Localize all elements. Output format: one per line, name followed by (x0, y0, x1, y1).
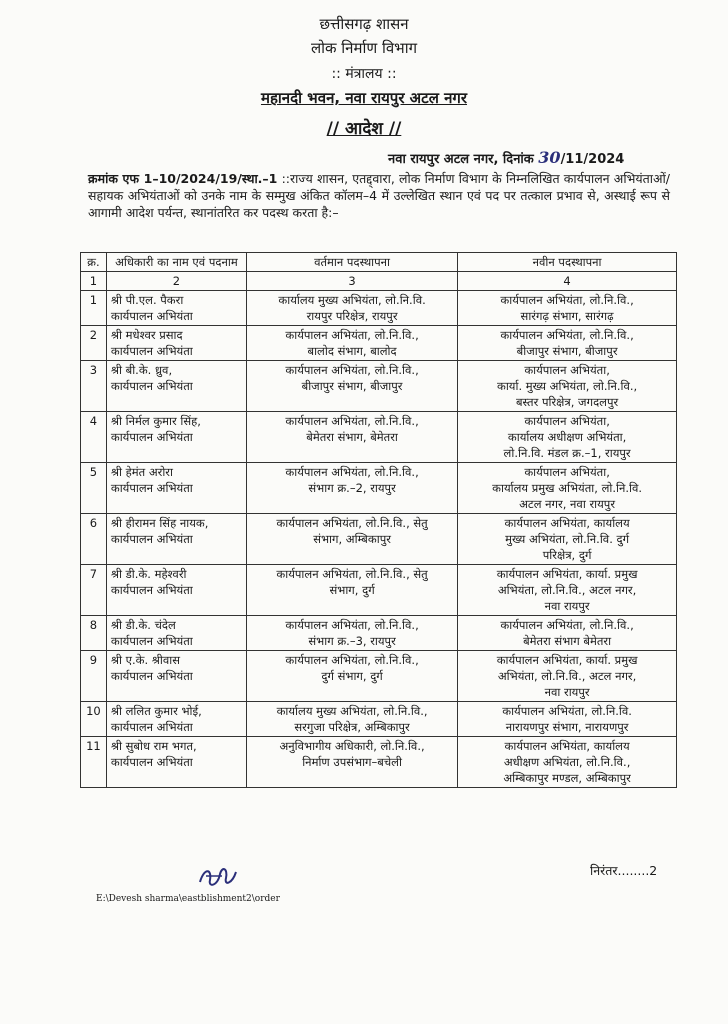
officer-cell: श्री मधेश्वर प्रसाद कार्यपालन अभियंता (106, 326, 246, 361)
order-paragraph (88, 170, 670, 221)
serial-cell: 11 (81, 737, 107, 788)
officer-cell: श्री बी.के. ध्रुव, कार्यपालन अभियंता (106, 361, 246, 412)
serial-cell: 3 (81, 361, 107, 412)
header-current-posting: वर्तमान पदस्थापना (246, 253, 457, 272)
header-new-posting: नवीन पदस्थापना (458, 253, 677, 272)
order-title: // आदेश // (326, 119, 402, 139)
officer-cell: श्री सुबोध राम भगत, कार्यपालन अभियंता (106, 737, 246, 788)
current-posting-cell: कार्यपालन अभियंता, लो.नि.वि., बेमेतरा संभाग, बेमेतरा (246, 412, 457, 463)
serial-cell: 8 (81, 616, 107, 651)
date-line (388, 148, 624, 167)
current-posting-cell: कार्यालय मुख्य अभियंता, लो.नि.वि., सरगुजा परिक्षेत्र, अम्बिकापुर (246, 702, 457, 737)
current-posting-cell: कार्यपालन अभियंता, लो.नि.वि., बालोद संभाग, बालोद (246, 326, 457, 361)
table-body (81, 291, 677, 788)
column-number-row (81, 272, 677, 291)
new-posting-cell: कार्यपालन अभियंता, कार्यालय प्रमुख अभियंता, लो.नि.वि. अटल नगर, नवा रायपुर (458, 463, 677, 514)
signature-icon (196, 862, 240, 892)
order-reference: क्रमांक एफ 1–10/2024/19/स्था.–1 (88, 171, 278, 186)
table-row (81, 702, 677, 737)
serial-cell: 2 (81, 326, 107, 361)
current-posting-cell: कार्यपालन अभियंता, लो.नि.वि., सेतु संभाग, अम्बिकापुर (246, 514, 457, 565)
officer-cell: श्री ललित कुमार भोई, कार्यपालन अभियंता (106, 702, 246, 737)
current-posting-cell: कार्यपालन अभियंता, लो.नि.वि., संभाग क्र.–3, रायपुर (246, 616, 457, 651)
table-row (81, 463, 677, 514)
table-row (81, 737, 677, 788)
header-serial: क्र. (81, 253, 107, 272)
office-name: :: मंत्रालय :: (331, 66, 397, 82)
handwritten-date: 30 (538, 148, 561, 167)
current-posting-cell: कार्यालय मुख्य अभियंता, लो.नि.वि. रायपुर परिक्षेत्र, रायपुर (246, 291, 457, 326)
department-name: लोक निर्माण विभाग (310, 39, 418, 57)
new-posting-cell: कार्यपालन अभियंता, कार्या. प्रमुख अभियंता, लो.नि.वि., अटल नगर, नवा रायपुर (458, 565, 677, 616)
column-number: 2 (106, 272, 246, 291)
date-rest: /11/2024 (560, 152, 625, 167)
officer-cell: श्री हीरामन सिंह नायक, कार्यपालन अभियंता (106, 514, 246, 565)
officer-cell: श्री डी.के. महेश्वरी कार्यपालन अभियंता (106, 565, 246, 616)
new-posting-cell: कार्यपालन अभियंता, लो.नि.वि., बीजापुर संभाग, बीजापुर (458, 326, 677, 361)
table-row (81, 514, 677, 565)
table-header-row (81, 253, 677, 272)
header-officer: अधिकारी का नाम एवं पदनाम (106, 253, 246, 272)
current-posting-cell: कार्यपालन अभियंता, लो.नि.वि., संभाग क्र.–2, रायपुर (246, 463, 457, 514)
serial-cell: 6 (81, 514, 107, 565)
officer-cell: श्री निर्मल कुमार सिंह, कार्यपालन अभियंता (106, 412, 246, 463)
officer-cell: श्री डी.के. चंदेल कार्यपालन अभियंता (106, 616, 246, 651)
serial-cell: 7 (81, 565, 107, 616)
new-posting-cell: कार्यपालन अभियंता, कार्यालय मुख्य अभियंता, लो.नि.वि. दुर्ग परिक्षेत्र, दुर्ग (458, 514, 677, 565)
serial-cell: 5 (81, 463, 107, 514)
continued-marker: निरंतर........2 (590, 863, 658, 878)
current-posting-cell: कार्यपालन अभियंता, लो.नि.वि., सेतु संभाग, दुर्ग (246, 565, 457, 616)
serial-cell: 10 (81, 702, 107, 737)
current-posting-cell: कार्यपालन अभियंता, लो.नि.वि., दुर्ग संभाग, दुर्ग (246, 651, 457, 702)
transfer-table (80, 252, 677, 788)
table-row (81, 616, 677, 651)
table-row (81, 291, 677, 326)
officer-cell: श्री ए.के. श्रीवास कार्यपालन अभियंता (106, 651, 246, 702)
officer-cell: श्री हेमंत अरोरा कार्यपालन अभियंता (106, 463, 246, 514)
column-number: 3 (246, 272, 457, 291)
new-posting-cell: कार्यपालन अभियंता, कार्यालय अधीक्षण अभियंता, लो.नि.वि. मंडल क्र.–1, रायपुर (458, 412, 677, 463)
new-posting-cell: कार्यपालन अभियंता, कार्यालय अधीक्षण अभियंता, लो.नि.वि., अम्बिकापुर मण्डल, अम्बिकापुर (458, 737, 677, 788)
table-row (81, 361, 677, 412)
new-posting-cell: कार्यपालन अभियंता, कार्या. मुख्य अभियंता, लो.नि.वि., बस्तर परिक्षेत्र, जगदलपुर (458, 361, 677, 412)
new-posting-cell: कार्यपालन अभियंता, लो.नि.वि., बेमेतरा संभाग बेमेतरा (458, 616, 677, 651)
table-row (81, 651, 677, 702)
govt-name: छत्तीसगढ़ शासन (319, 15, 409, 33)
date-prefix: नवा रायपुर अटल नगर, दिनांक (388, 152, 534, 167)
table-row (81, 326, 677, 361)
file-path: E:\Devesh sharma\eastblishment2\order (96, 894, 280, 904)
column-number: 4 (458, 272, 677, 291)
serial-cell: 1 (81, 291, 107, 326)
new-posting-cell: कार्यपालन अभियंता, कार्या. प्रमुख अभियंता, लो.नि.वि., अटल नगर, नवा रायपुर (458, 651, 677, 702)
current-posting-cell: अनुविभागीय अधिकारी, लो.नि.वि., निर्माण उपसंभाग–बचेली (246, 737, 457, 788)
order-text: ::राज्य शासन, एतद्द्वारा, लोक निर्माण विभाग के निम्नलिखित कार्यपालन अभियंताओं/सहायक अभियंताओं को उनके नाम के सम्मुख अंकित कॉलम–4 में उल्लेखित स्थान एवं पद पर तत्काल प्रभाव से, अस्थाई रूप से आगामी आदेश पर्यन्त, स्थानांतरित कर पदस्थ करता है:– (88, 171, 670, 220)
serial-cell: 9 (81, 651, 107, 702)
table-row (81, 565, 677, 616)
current-posting-cell: कार्यपालन अभियंता, लो.नि.वि., बीजापुर संभाग, बीजापुर (246, 361, 457, 412)
officer-cell: श्री पी.एल. पैकरा कार्यपालन अभियंता (106, 291, 246, 326)
office-address: महानदी भवन, नवा रायपुर अटल नगर (260, 89, 468, 107)
column-number: 1 (81, 272, 107, 291)
new-posting-cell: कार्यपालन अभियंता, लो.नि.वि. नारायणपुर संभाग, नारायणपुर (458, 702, 677, 737)
new-posting-cell: कार्यपालन अभियंता, लो.नि.वि., सारंगढ़ संभाग, सारंगढ़ (458, 291, 677, 326)
serial-cell: 4 (81, 412, 107, 463)
table-row (81, 412, 677, 463)
